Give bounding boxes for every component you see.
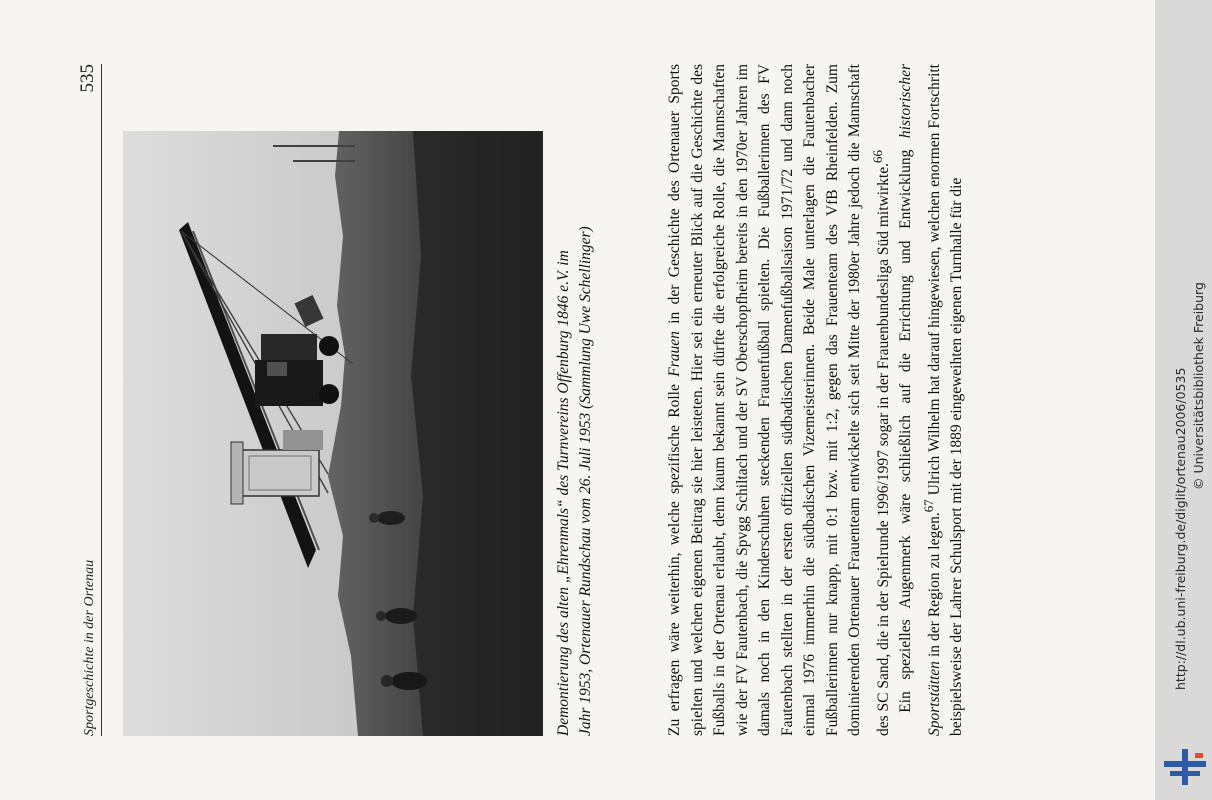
paragraph-1 — [664, 64, 895, 736]
crane-photo-illustration — [123, 131, 543, 736]
paragraph-2-text-mid: in der Region zu legen. — [925, 512, 943, 662]
footnote-ref-67[interactable]: 67 — [920, 499, 936, 513]
running-head — [77, 64, 102, 736]
caption-line-2: Jahr 1953, Ortenauer Rundschau vom 26. Juli 1953 (Sammlung Uwe Schellinger) — [577, 226, 594, 736]
copyright-credit: © Universitätsbibliothek Freiburg — [1191, 282, 1206, 490]
running-head-title: Sportgeschichte in der Ortenau — [82, 559, 97, 736]
ub-freiburg-logo-icon — [1162, 747, 1208, 787]
emphasis-historische-sportstaetten: historischer Sportstätten — [897, 64, 943, 736]
paragraph-2 — [895, 64, 969, 736]
body-text — [664, 64, 969, 736]
digitization-sidebar — [1155, 0, 1212, 800]
paragraph-1-text-continued: in der Geschichte des Ortenauer Sports spielten und welchen eigenen Beitrag sie hier leisteten. Hier sei ein erneuter Blick auf die Geschichte des Fußballs in der Ortenau erlaubt, denn kaum bekannt sein dürfte die erfolgreiche Rolle, die Mannschaften wie der FV Fautenbach, die Spvgg Schiltach und der SV Oberschopfheim bereits in den 1970er Jahren im damals noch in den Kinderschuhen steckenden Frauenfußball spielten. Die Fußballerinnen des FV Fautenbach stellten in der ersten offiziellen südbadischen Damenfußballsaison 1971/72 und dann noch einmal 1976 immerhin die südbadischen Vizemeisterinnen. Beide Male unterlagen die Fautenbacher Fußballerinnen nur knapp, mit 0:1 bzw. mit 1:2, gegen das Frauenteam des VfB Rheinfelden. Zum dominierenden Ortenauer Frauenteam entwickelte sich seit Mitte der 1980er Jahre jedoch die Mannschaft des SC Sand, die in der Spielrunde 1996/1997 sogar in der Frauenbundesliga Süd mitwirkte. — [666, 64, 892, 736]
sidebar-rotated-text — [1155, 0, 1212, 800]
page-number: 535 — [77, 64, 98, 93]
emphasis-frauen: Frauen — [666, 331, 683, 377]
caption-line-1: Demontierung des alten „Ehrenmals“ des Turnvereins Offenburg 1846 e.V. im — [555, 250, 572, 736]
historic-photo — [123, 131, 543, 736]
source-url-link[interactable]: http://dl.ub.uni-freiburg.de/diglit/ortenau2006/0535 — [1173, 367, 1188, 690]
footnote-ref-66[interactable]: 66 — [869, 150, 885, 163]
figure-caption — [553, 56, 597, 736]
paragraph-2-text-end: Ulrich Wilhelm hat darauf hingewiesen, welchen enormen Fortschritt beispielsweise der Lahrer Schulsport mit der 1889 eingeweihten eigenen Turnhalle für die — [925, 64, 966, 736]
paragraph-1-text: Zu erfragen wäre weiterhin, welche spezifische Rolle — [666, 376, 683, 736]
paragraph-2-text: Ein spezielles Augenmerk wäre schließlich auf die Errichtung und Entwicklung — [897, 138, 915, 713]
